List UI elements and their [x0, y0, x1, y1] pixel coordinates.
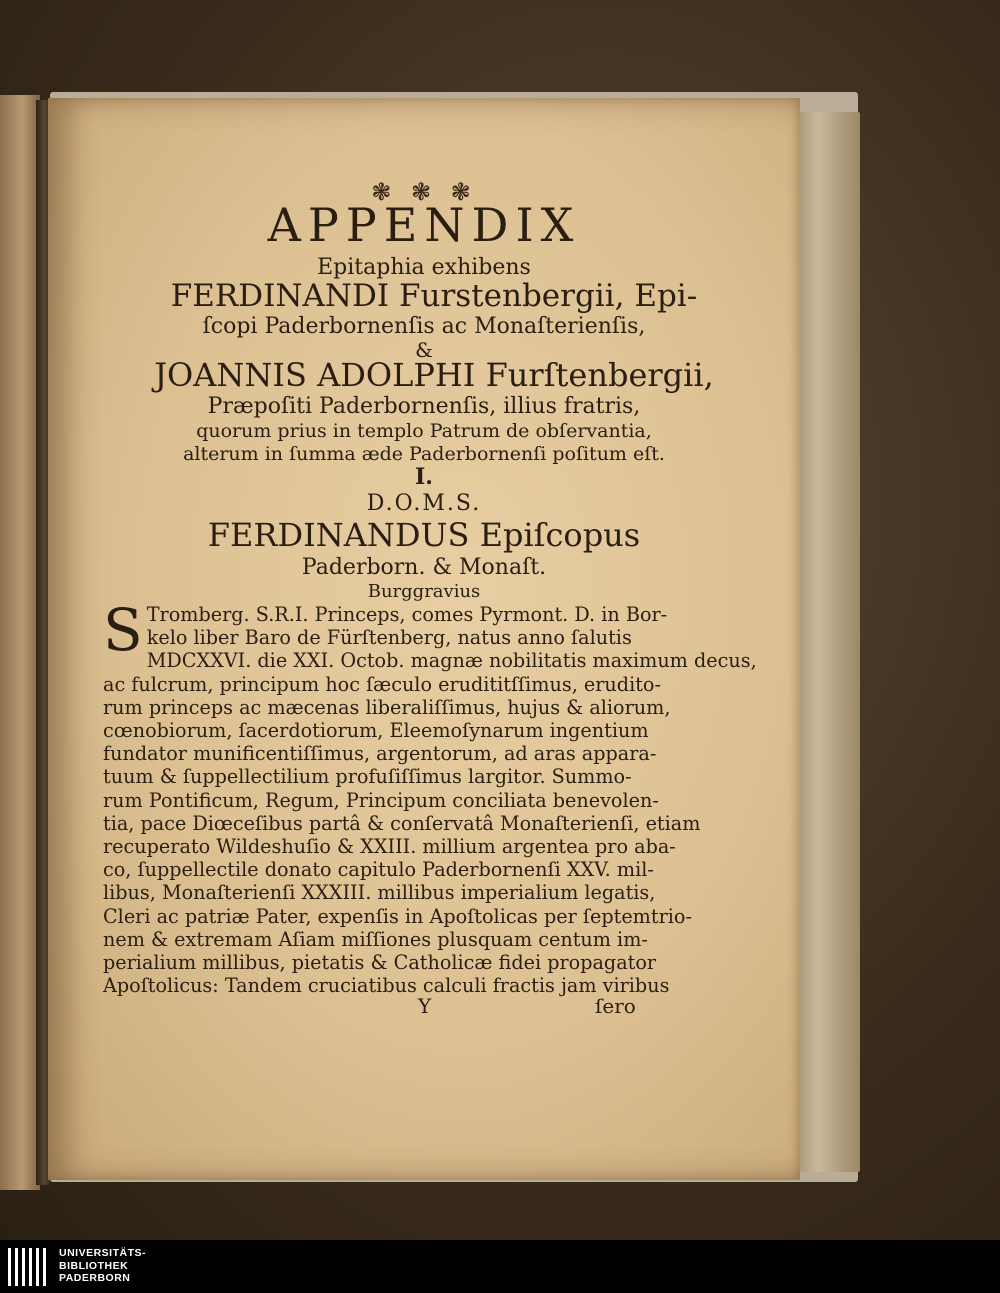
body-line: perialium millibus, pietatis & Catholicæ fidei propagator [103, 951, 657, 975]
praepositi-line: Præpoſiti Paderbornenſis, illius fratris, [207, 394, 641, 419]
left-facing-page-edge [0, 95, 40, 1190]
logo-line: BIBLIOTHEK [59, 1259, 129, 1272]
alterum-line: alterum in ſumma æde Paderbornenſi poſitum eſt. [183, 443, 665, 465]
quorum-line: quorum prius in templo Patrum de obſervantia, [196, 420, 652, 442]
catchword: ſero [595, 994, 636, 1018]
library-logo-text [59, 1247, 146, 1285]
epitaph-body [103, 596, 757, 998]
section-number: I. [415, 464, 433, 490]
body-line: rum princeps ac mæcenas liberaliſſimus, hujus & aliorum, [103, 695, 671, 719]
body-line: ac fulcrum, principum hoc ſæculo erudititſſimus, erudito- [103, 672, 661, 696]
body-line: Apoſtolicus: Tandem cruciatibus calculi fractis jam viribus [103, 974, 670, 998]
doms-heading: D.O.M.S. [366, 491, 482, 516]
paderborn-line: Paderborn. & Monaſt. [301, 555, 547, 580]
joannis-line: JOANNIS ADOLPHI Furſtenbergii, [154, 356, 714, 394]
subtitle-line: Epitaphia exhibens [317, 255, 531, 280]
ampersand-line: & [415, 338, 433, 362]
ferdinandus-heading: FERDINANDUS Epiſcopus [207, 516, 641, 554]
library-footer-bar [0, 1240, 1000, 1293]
body-line: kelo liber Baro de Fürſtenberg, natus anno ſalutis [146, 626, 632, 650]
body-line: recuperato Wildeshuſio & XXIII. millium argentea pro aba- [103, 835, 676, 859]
body-line: Tromberg. S.R.I. Princeps, comes Pyrmont. D. in Bor- [146, 603, 668, 626]
body-line: fundator munificentiſſimus, argentorum, ad aras appara- [103, 742, 657, 766]
body-line: co, ſuppellectile donato capitulo Paderbornenſi XXV. mil- [103, 858, 654, 882]
ornament-row: ❃ ❃ ❃ [371, 178, 477, 206]
body-line: libus, Monaſterienſi XXXIII. millibus imperialium legatis, [103, 881, 656, 905]
episcopi-line: ſcopi Paderbornenſis ac Monaſterienſis, [202, 314, 646, 339]
page-stack-edge [790, 112, 860, 1172]
body-line: cœnobiorum, ſacerdotiorum, Eleemoſynarum ingentium [103, 719, 649, 743]
signature-mark: Y [418, 994, 432, 1018]
logo-line: PADERBORN [59, 1272, 131, 1284]
library-logo-icon [8, 1248, 54, 1286]
body-line: nem & extremam Aſiam miſſiones plusquam centum im- [103, 927, 648, 951]
body-line: rum Pontificum, Regum, Principum conciliata benevolen- [103, 788, 659, 812]
ferdinandi-line: FERDINANDI Furstenbergii, Epi- [170, 278, 698, 314]
book-page [48, 98, 800, 1180]
body-line: Cleri ac patriæ Pater, expenſis in Apoſtolicas per ſeptemtrio- [103, 904, 692, 928]
burggravius-line: Burggravius [367, 581, 481, 602]
body-line: MDCXXVI. die XXI. Octob. magnæ nobilitatis maximum decus, [146, 649, 757, 673]
logo-line: UNIVERSITÄTS- [59, 1247, 147, 1259]
body-line: tia, pace Diœceſibus partâ & conſervatâ Monaſterienſi, etiam [103, 811, 701, 835]
body-line: tuum & ſuppellectilium profuſiſſimus largitor. Summo- [103, 765, 632, 789]
drop-cap: S [103, 596, 143, 664]
page-title: APPENDIX [267, 198, 581, 252]
